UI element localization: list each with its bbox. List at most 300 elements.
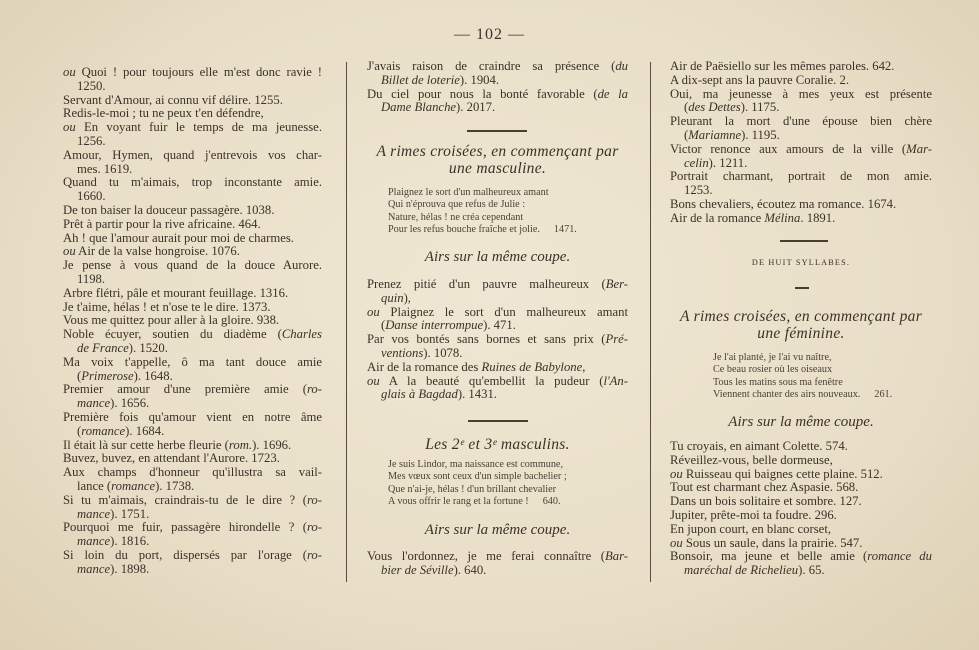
entry-line xyxy=(63,508,322,522)
text: Arbre flétri, pâle et mourant feuillage. 1316. xyxy=(63,285,289,300)
list-item xyxy=(670,74,932,88)
verse-text: Ce beau rosier où les oiseaux xyxy=(713,364,833,376)
list-item xyxy=(63,356,322,384)
text: ). 1656. xyxy=(110,396,150,411)
title-italic: Danse interrompue xyxy=(385,318,484,333)
text: Bonsoir, ma jeune et belle amie ( xyxy=(670,549,868,564)
text: ). 1684. xyxy=(125,423,165,438)
title-italic: Mariamne xyxy=(688,127,742,142)
text: Tu croyais, en aimant Colette. 574. xyxy=(670,439,848,453)
verse-text: Viennent chanter des airs nouveaux. xyxy=(713,388,861,400)
text: mes. 1619. xyxy=(77,161,133,176)
text: Air de Paësiello sur les mêmes paroles. 642. xyxy=(670,59,895,73)
verse-line xyxy=(388,471,649,483)
entry-line xyxy=(670,60,932,74)
text: En voyant fuir le temps de ma jeunesse. xyxy=(75,120,322,135)
text: ). 1175. xyxy=(740,100,780,115)
verse-line xyxy=(388,187,649,199)
section-heading xyxy=(670,309,932,342)
title-italic: maréchal de Richelieu xyxy=(684,563,799,578)
entry-line xyxy=(63,301,322,315)
entry-line xyxy=(63,259,322,273)
text: Du ciel pour nous la bonté favorable ( xyxy=(367,86,598,101)
entry-line xyxy=(63,439,322,453)
title-italic: Pré- xyxy=(605,332,628,347)
text: Prenez pitié d'un pauvre malheureux ( xyxy=(367,277,606,291)
entry-line xyxy=(670,143,932,157)
text: ). 1195. xyxy=(741,127,780,142)
title-italic: Ber- xyxy=(605,277,628,291)
text: 1253. xyxy=(684,183,713,198)
text: lance ( xyxy=(77,478,112,493)
entry-line xyxy=(670,550,932,564)
list-item xyxy=(670,523,932,537)
text: Vous me quittez pour aller à la gloire. 938. xyxy=(63,313,280,328)
text: Buvez, buvez, en attendant l'Aurore. 1723. xyxy=(63,451,280,466)
column-divider xyxy=(346,62,347,582)
text: Air de la valse hongroise. 1076. xyxy=(75,244,240,259)
title-italic: ro- xyxy=(306,520,322,535)
entry-line xyxy=(63,80,322,94)
subheading: Airs sur la même coupe. xyxy=(424,249,571,265)
list-item xyxy=(670,454,932,468)
section-rule xyxy=(795,287,809,289)
page-number: — 102 — xyxy=(454,26,525,43)
title-italic: Dame Blanche xyxy=(381,100,457,115)
verse-line xyxy=(713,364,975,376)
list-item xyxy=(670,115,932,143)
list-item xyxy=(367,375,628,403)
entry-line xyxy=(670,157,932,171)
list-item xyxy=(63,232,322,246)
title-italic: quin xyxy=(381,290,404,305)
entry-line xyxy=(670,198,932,212)
list-item xyxy=(63,452,322,466)
section-heading xyxy=(367,144,628,177)
entry-line xyxy=(63,232,322,246)
text: ). 2017. xyxy=(456,100,496,115)
verse-line xyxy=(388,496,649,508)
text: Quand tu m'aimais, trop inconstante amie. xyxy=(63,175,322,190)
title-italic: mance xyxy=(77,506,111,521)
title-italic: rom. xyxy=(228,437,253,452)
list-item xyxy=(63,411,322,439)
text: Aux champs d'honneur qu'illustra sa vail- xyxy=(63,465,322,480)
text: Portrait charmant, portrait de mon amie. xyxy=(670,169,932,184)
entry-line xyxy=(63,218,322,232)
title-italic: Bar- xyxy=(604,549,628,563)
list-item xyxy=(670,170,932,198)
entry-line xyxy=(63,397,322,411)
verse-line xyxy=(713,377,975,389)
text: Pourquoi me fuir, passagère hirondelle ? ( xyxy=(63,520,307,535)
list-item xyxy=(63,204,322,218)
title-italic: de la xyxy=(597,86,628,101)
list-item xyxy=(670,550,932,578)
entry-line xyxy=(63,549,322,563)
verse-text: Que n'ai-je, hélas ! d'un brillant chevalier xyxy=(388,483,557,495)
list-item xyxy=(63,521,322,549)
title-italic: romance du xyxy=(867,549,932,564)
section-rule xyxy=(780,240,828,242)
verse-text: Mes vœux sont ceux d'un simple bachelier ; xyxy=(388,471,567,483)
list-item xyxy=(63,494,322,522)
text: ( xyxy=(77,423,82,438)
verse-line xyxy=(713,389,975,401)
entry-line xyxy=(670,212,932,226)
entry-line xyxy=(63,521,322,535)
text: Réveillez-vous, belle dormeuse, xyxy=(670,452,833,467)
text: Par vos bontés sans bornes et sans prix ( xyxy=(367,332,606,347)
list-item xyxy=(63,94,322,108)
list-item xyxy=(670,509,932,523)
text: Première fois qu'amour vient en notre âme xyxy=(63,409,322,424)
entry-line xyxy=(63,425,322,439)
text: ). 1211. xyxy=(708,155,748,170)
heading-line: une féminine. xyxy=(757,324,845,342)
text: Premier amour d'une première amie ( xyxy=(63,382,307,397)
list-item xyxy=(63,176,322,204)
list-item xyxy=(670,143,932,171)
list-item xyxy=(670,537,932,551)
text: ). 1738. xyxy=(155,478,195,493)
entry-line xyxy=(63,535,322,549)
entry-line xyxy=(367,361,628,375)
text: 1198. xyxy=(77,271,106,286)
entry-line xyxy=(63,328,322,342)
entry-line xyxy=(670,454,932,468)
title-italic: du xyxy=(615,59,628,73)
list-item xyxy=(63,328,322,356)
entry-line xyxy=(670,564,932,578)
entry-line xyxy=(63,287,322,301)
entry-line xyxy=(63,480,322,494)
list-item xyxy=(670,60,932,74)
entry-list xyxy=(670,60,932,226)
text: A la beauté qu'embellit la pudeur ( xyxy=(379,373,604,388)
text: Je pense à vous quand de la douce Aurore. xyxy=(63,258,322,273)
entry-line xyxy=(367,60,628,74)
title-italic: mance xyxy=(77,561,111,576)
text: Si tu m'aimais, craindrais-tu de le dire ? ( xyxy=(63,492,307,507)
text: . 1891. xyxy=(800,210,836,225)
entry-line xyxy=(367,278,628,292)
list-item xyxy=(367,550,628,578)
text: Oui, ma jeunesse à mes yeux est présente xyxy=(670,86,932,101)
subheading: Airs sur la même coupe. xyxy=(424,522,571,538)
title-italic: ou xyxy=(670,535,683,550)
entry-list xyxy=(670,440,932,578)
list-item xyxy=(367,361,628,375)
entry-line xyxy=(367,292,628,306)
text: ). 1904. xyxy=(459,72,500,87)
text: Ah ! que l'amour aurait pour moi de charmes. xyxy=(63,230,294,245)
list-item xyxy=(63,107,322,121)
title-italic: Ruines de Babylone xyxy=(481,359,583,374)
text: Bons chevaliers, écoutez ma romance. 1674. xyxy=(670,196,897,211)
text: ( xyxy=(684,100,689,115)
title-italic: ro- xyxy=(306,382,322,397)
verse-text: Tous les matins sous ma fenêtre xyxy=(713,376,843,388)
text: Plaignez le sort d'un malheureux amant xyxy=(379,304,628,319)
entry-line xyxy=(367,88,628,102)
entry-line xyxy=(63,370,322,384)
entry-line xyxy=(367,74,628,88)
verse-quote xyxy=(713,352,975,401)
entry-line xyxy=(670,440,932,454)
title-italic: ro- xyxy=(306,492,322,507)
entry-line xyxy=(63,149,322,163)
text: A dix-sept ans la pauvre Coralie. 2. xyxy=(670,72,849,87)
entry-line xyxy=(63,135,322,149)
list-item xyxy=(63,466,322,494)
text: 1250. xyxy=(77,78,106,93)
text: 1660. xyxy=(77,189,106,204)
text: Quoi ! pour toujours elle m'est donc ravie ! xyxy=(75,65,322,79)
list-item xyxy=(670,88,932,116)
text: Ma voix t'appelle, ô ma tant douce amie xyxy=(63,354,322,369)
text: ). 1078. xyxy=(423,345,463,360)
title-italic: ro- xyxy=(306,547,322,562)
text: ( xyxy=(77,368,82,383)
text: Victor renonce aux amours de la ville ( xyxy=(670,141,907,156)
list-item xyxy=(63,149,322,177)
list-item xyxy=(670,468,932,482)
text: De ton baiser la douceur passagère. 1038. xyxy=(63,202,275,217)
text: Je t'aime, hélas ! et n'ose te le dire. 1373. xyxy=(63,299,271,314)
list-item xyxy=(63,314,322,328)
verse-text: Je l'ai planté, je l'ai vu naître, xyxy=(713,352,832,363)
entry-line xyxy=(670,537,932,551)
text: Amour, Hymen, quand j'entrevois vos char- xyxy=(63,147,322,162)
entry-line xyxy=(670,101,932,115)
title-italic: Mélina xyxy=(764,210,801,225)
text: Jupiter, prête-moi ta foudre. 296. xyxy=(670,507,837,522)
entry-line xyxy=(63,204,322,218)
title-italic: ou xyxy=(63,65,76,79)
title-italic: ou xyxy=(367,373,380,388)
text: Air de la romance des xyxy=(367,359,482,374)
section-title: DE HUIT SYLLABES. xyxy=(751,258,851,267)
entry-line xyxy=(367,319,628,333)
text: Servant d'Amour, ai connu vif délire. 1255. xyxy=(63,92,283,107)
list-item xyxy=(63,549,322,577)
text: ). 1431. xyxy=(457,387,497,402)
text: Il était là sur cette herbe fleurie ( xyxy=(63,437,229,452)
entry-line xyxy=(63,245,322,259)
entry-line xyxy=(63,163,322,177)
entry-line xyxy=(63,383,322,397)
verse-line xyxy=(388,199,649,211)
list-item xyxy=(63,383,322,411)
title-italic: bier de Séville xyxy=(381,562,454,577)
verse-text: Qui n'éprouva que refus de Julie : xyxy=(388,199,526,211)
list-item xyxy=(670,495,932,509)
list-item xyxy=(367,333,628,361)
text: Prêt à partir pour la rive africaine. 464. xyxy=(63,216,261,231)
title-italic: l'An- xyxy=(603,373,628,388)
text: ). 1520. xyxy=(128,340,168,355)
section-heading xyxy=(367,437,628,454)
entry-line xyxy=(63,314,322,328)
title-italic: Mar- xyxy=(906,141,932,156)
text: Vous l'ordonnez, je me ferai connaître ( xyxy=(367,549,605,563)
title-italic: des Dettes xyxy=(688,100,741,115)
entry-line xyxy=(63,466,322,480)
verse-text: Je suis Lindor, ma naissance est commune, xyxy=(388,459,564,470)
entry-line xyxy=(367,101,628,115)
list-item xyxy=(63,218,322,232)
text: ). 1751. xyxy=(110,506,150,521)
title-italic: Billet de loterie xyxy=(381,72,460,87)
entry-line xyxy=(63,107,322,121)
text: Si loin du port, dispersés par l'orage ( xyxy=(63,547,307,562)
list-item xyxy=(63,245,322,259)
verse-line xyxy=(388,212,649,224)
verse-text: A vous offrir le rang et la fortune ! xyxy=(388,495,529,507)
entry-line xyxy=(670,509,932,523)
title-italic: de France xyxy=(77,340,129,355)
verse-quote xyxy=(388,459,649,508)
verse-line xyxy=(713,352,975,364)
entry-line xyxy=(63,66,322,80)
subheading: Airs sur la même coupe. xyxy=(728,414,874,430)
entry-line xyxy=(670,523,932,537)
entry-line xyxy=(367,306,628,320)
verse-quote xyxy=(388,187,649,236)
entry-line xyxy=(63,121,322,135)
text: En jupon court, en blanc corset, xyxy=(670,521,832,536)
list-item xyxy=(670,198,932,212)
title-italic: Charles xyxy=(281,327,322,342)
verse-text: Plaignez le sort d'un malheureux amant xyxy=(388,187,549,198)
entry-line xyxy=(63,563,322,577)
entry-line xyxy=(670,481,932,495)
list-item xyxy=(670,212,932,226)
verse-text: Pour les refus bouche fraîche et jolie. xyxy=(388,223,540,235)
title-italic: celin xyxy=(684,155,709,170)
heading-line: A rimes croisées, en commençant par xyxy=(679,308,923,325)
entry-line xyxy=(63,176,322,190)
list-item xyxy=(367,278,628,306)
list-item xyxy=(63,301,322,315)
column-divider xyxy=(650,62,651,582)
entry-line xyxy=(670,184,932,198)
heading-line: A rimes croisées, en commençant par xyxy=(376,143,619,160)
text: ). 1898. xyxy=(110,561,150,576)
text: Redis-le-moi ; tu ne peux t'en défendre, xyxy=(63,106,264,121)
text: ). 65. xyxy=(798,563,825,578)
entry-line xyxy=(63,342,322,356)
verse-number: 1471. xyxy=(553,223,577,235)
title-italic: mance xyxy=(77,534,111,549)
entry-line xyxy=(63,356,322,370)
list-item xyxy=(670,481,932,495)
title-italic: ventions xyxy=(381,345,424,360)
title-italic: romance xyxy=(111,478,156,493)
list-item xyxy=(367,88,628,116)
text: Ruisseau qui baignes cette plaine. 512. xyxy=(682,466,883,481)
list-item xyxy=(367,60,628,88)
entry-line xyxy=(367,564,628,578)
entry-line xyxy=(63,273,322,287)
entry-line xyxy=(63,411,322,425)
entry-line xyxy=(367,333,628,347)
entry-list xyxy=(367,550,628,578)
title-italic: glais à Bagdad xyxy=(381,387,458,402)
text: ( xyxy=(381,318,386,333)
text: Dans un bois solitaire et sombre. 127. xyxy=(670,494,862,509)
entry-line xyxy=(670,495,932,509)
text: J'avais raison de craindre sa présence ( xyxy=(367,59,616,73)
heading-line: Les 2ᵉ et 3ᵉ masculins. xyxy=(425,436,570,453)
text: ). 1696. xyxy=(252,437,292,452)
list-item xyxy=(367,306,628,334)
text: Tout est charmant chez Aspasie. 568. xyxy=(670,480,859,495)
text: ). 1816. xyxy=(110,534,150,549)
entry-line xyxy=(367,550,628,564)
entry-line xyxy=(367,388,628,402)
section-rule xyxy=(468,420,528,422)
verse-number: 640. xyxy=(542,495,561,507)
entry-line xyxy=(670,74,932,88)
title-italic: ou xyxy=(367,304,380,319)
entry-line xyxy=(670,468,932,482)
entry-list xyxy=(63,66,322,576)
list-item xyxy=(670,440,932,454)
section-rule xyxy=(467,130,527,132)
list-item xyxy=(63,121,322,149)
title-italic: ou xyxy=(63,244,76,259)
title-italic: romance xyxy=(81,423,126,438)
title-italic: mance xyxy=(77,396,111,411)
heading-line: une masculine. xyxy=(448,159,547,177)
text: 1256. xyxy=(77,133,106,148)
entry-list xyxy=(367,60,628,115)
verse-line xyxy=(388,459,649,471)
text: Sous un saule, dans la prairie. 547. xyxy=(682,535,863,550)
entry-list xyxy=(367,278,628,402)
entry-line xyxy=(63,494,322,508)
entry-line xyxy=(670,170,932,184)
title-italic: Primerose xyxy=(81,368,134,383)
verse-line xyxy=(388,224,649,236)
entry-line xyxy=(670,115,932,129)
verse-text: Nature, hélas ! ne créa cependant xyxy=(388,211,524,223)
verse-number: 261. xyxy=(874,388,893,400)
text: ), xyxy=(403,290,411,305)
entry-line xyxy=(670,88,932,102)
entry-line xyxy=(63,452,322,466)
text: , xyxy=(582,359,586,374)
text: ). 1648. xyxy=(133,368,173,383)
entry-line xyxy=(63,94,322,108)
text: ). 640. xyxy=(453,562,487,577)
entry-line xyxy=(670,129,932,143)
text: ). 471. xyxy=(483,318,516,333)
list-item xyxy=(63,66,322,94)
text: Air de la romance xyxy=(670,210,765,225)
entry-line xyxy=(63,190,322,204)
title-italic: ou xyxy=(63,120,76,135)
text: Pleurant la mort d'une épouse bien chère xyxy=(670,114,932,129)
entry-line xyxy=(367,375,628,389)
text: Noble écuyer, soutien du diadème ( xyxy=(63,327,282,342)
list-item xyxy=(63,259,322,287)
entry-line xyxy=(367,347,628,361)
list-item xyxy=(63,287,322,301)
list-item xyxy=(63,439,322,453)
